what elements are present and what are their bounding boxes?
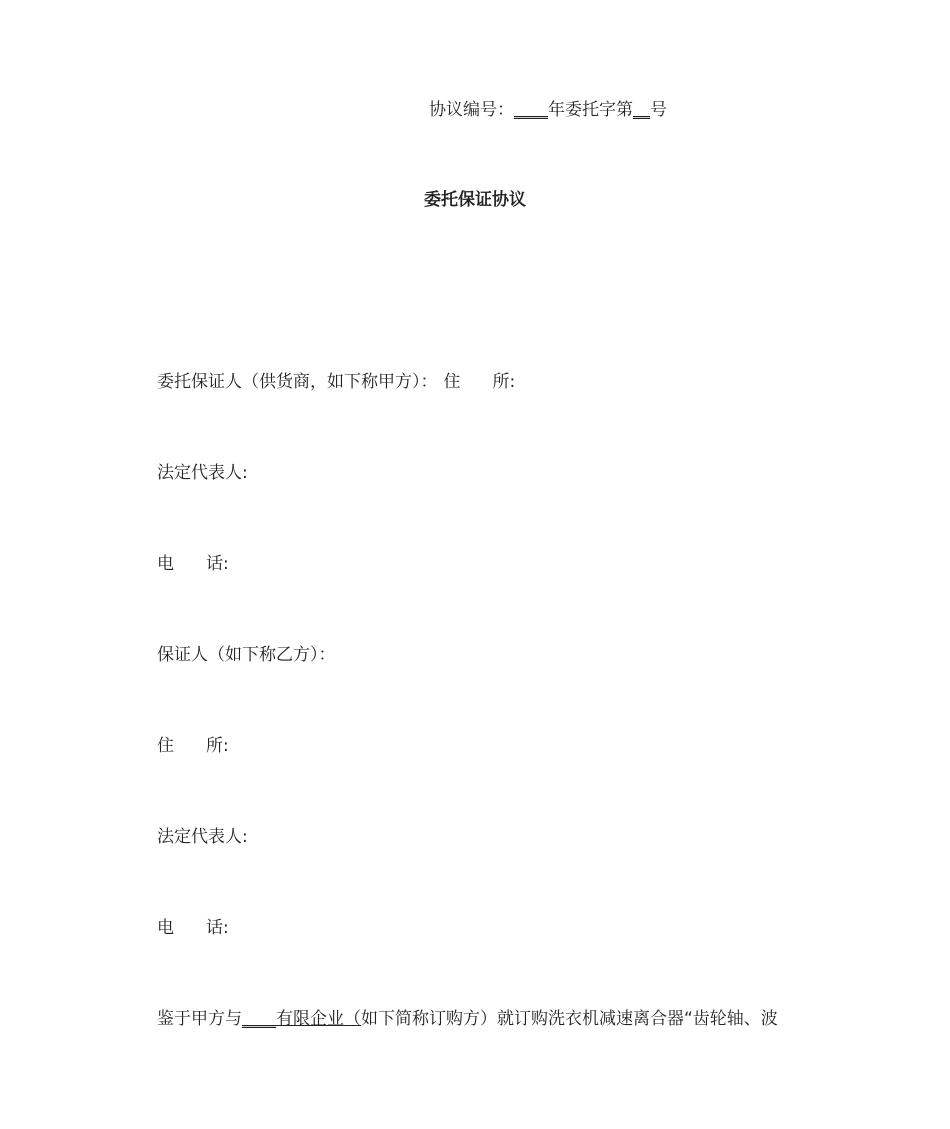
- party-b-phone-label-part1: 电: [157, 918, 174, 938]
- recital-blank: ____: [242, 1009, 276, 1029]
- party-b-phone-line: [157, 916, 229, 940]
- recital-rest: 如下简称订购方）就订购洗衣机减速离合器“齿轮轴、波: [361, 1009, 778, 1029]
- party-b-address-label-part1: 住: [157, 736, 174, 756]
- party-a-representative-line: 法定代表人:: [157, 463, 248, 483]
- recital-company: 有限企业（: [276, 1009, 361, 1029]
- agreement-number-line: [429, 98, 667, 122]
- party-b-representative-line: 法定代表人:: [157, 827, 248, 847]
- agreement-number-seq-blank: __: [633, 100, 650, 120]
- agreement-number-mid: 年委托字第: [548, 100, 633, 120]
- agreement-number-suffix: 号: [650, 100, 667, 120]
- party-a-address-label-part1: 住: [443, 372, 461, 392]
- party-a-line: [157, 370, 515, 394]
- party-b-address-line: [157, 734, 229, 758]
- party-a-phone-label-part2: 话:: [206, 554, 229, 574]
- agreement-number-year-blank: ____: [514, 100, 548, 120]
- party-b-phone-label-part2: 话:: [206, 918, 229, 938]
- party-a-phone-label-part1: 电: [157, 554, 174, 574]
- party-b-label: 保证人（如下称乙方）：: [157, 645, 336, 665]
- document-title: 委托保证协议: [424, 190, 526, 210]
- recital-start: 鉴于甲方与: [157, 1009, 242, 1029]
- party-a-address-label-part2: 所:: [492, 372, 516, 392]
- party-a-label: 委托保证人（供货商，如下称甲方）：: [157, 372, 438, 392]
- agreement-number-prefix: 协议编号：: [429, 100, 514, 120]
- recital-paragraph: [157, 1007, 778, 1031]
- party-a-phone-line: [157, 552, 229, 576]
- party-b-address-label-part2: 所:: [206, 736, 229, 756]
